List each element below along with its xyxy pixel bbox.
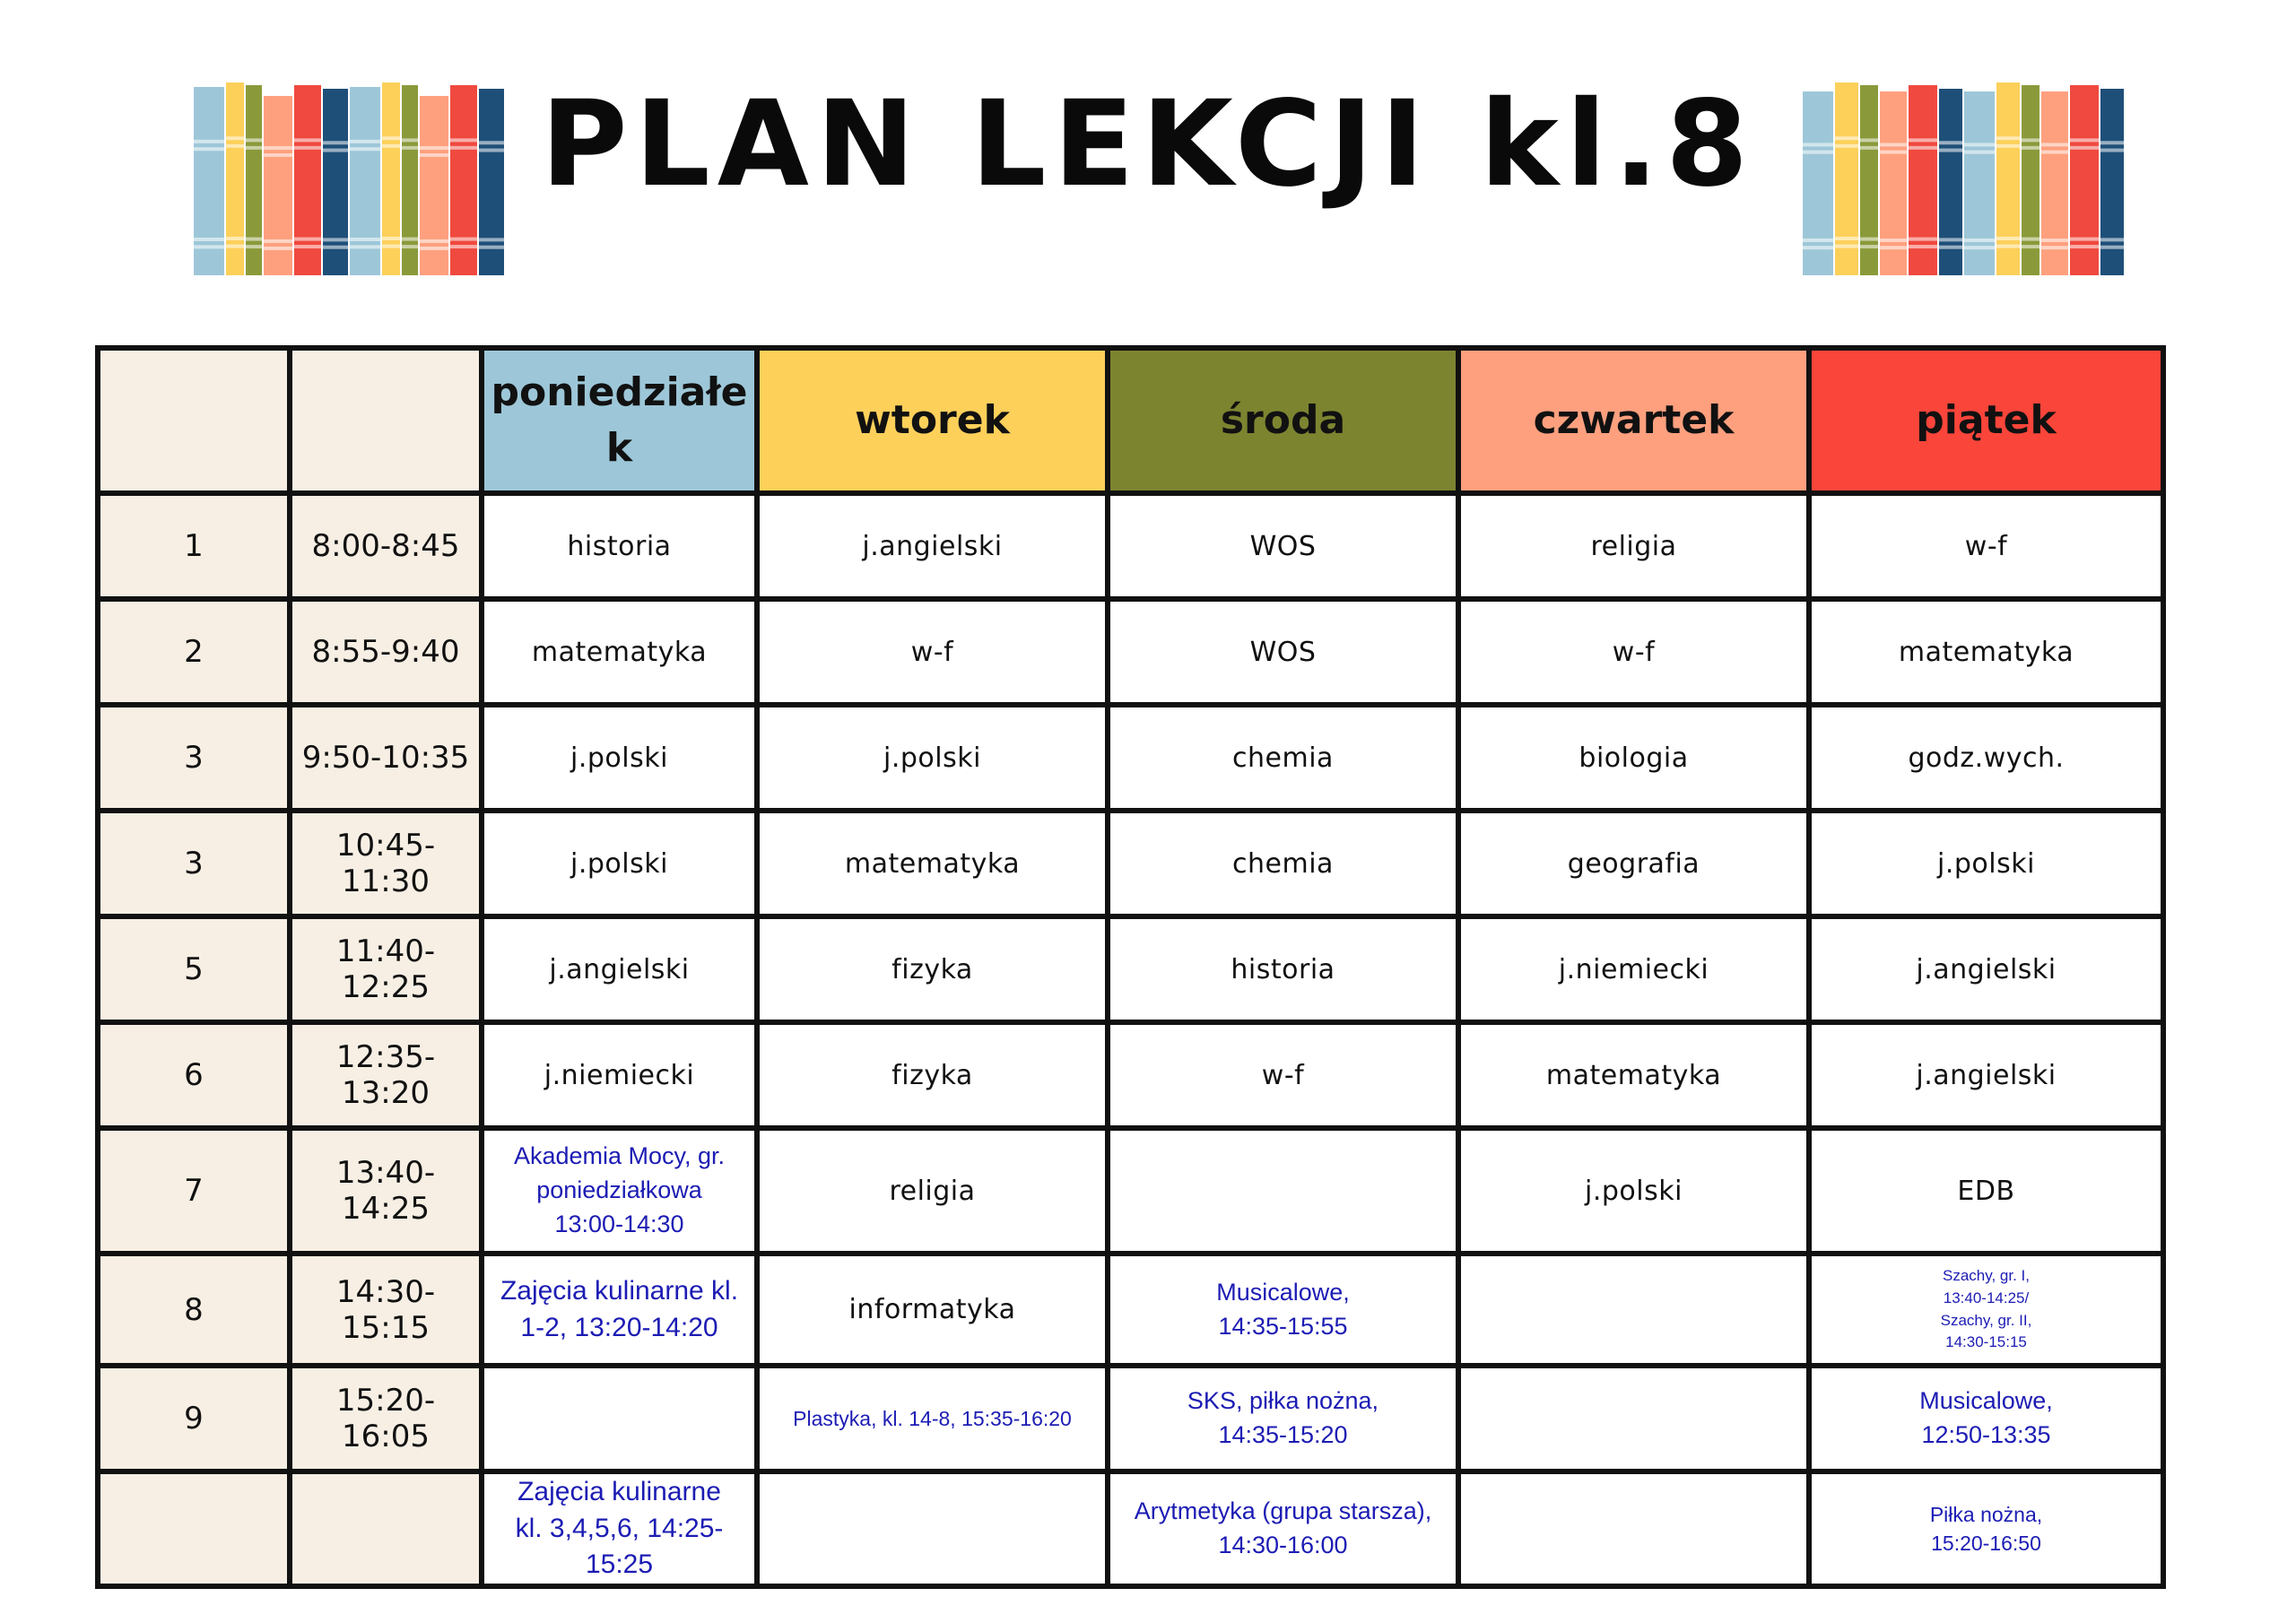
activity-cell-piatek: [1809, 1254, 2163, 1366]
book-stripe: [323, 246, 348, 249]
lesson-number: [98, 1471, 290, 1586]
subject-cell-czwartek: j.niemiecki: [1458, 916, 1809, 1022]
page-title: PLAN LEKCJI kl.8: [540, 75, 1756, 213]
subject-cell-sroda: chemia: [1108, 811, 1458, 916]
activity-line: Zajęcia kulinarne: [517, 1477, 721, 1506]
book-stripe: [382, 245, 400, 248]
activity-cell-piatek: [1809, 1366, 2163, 1471]
book-stripe: [1964, 239, 1995, 242]
lesson-number: 5: [98, 916, 290, 1022]
subject-cell-wtorek: w-f: [757, 599, 1108, 705]
lesson-number: 6: [98, 1022, 290, 1128]
book-stripe: [2022, 138, 2039, 142]
subject-cell-piatek: godz.wych.: [1809, 705, 2163, 811]
lesson-time: 11:40-12:25: [290, 916, 482, 1022]
book-stripe: [450, 146, 477, 150]
book-stripe: [1909, 146, 1937, 150]
book-stripe: [294, 245, 321, 248]
lesson-number: 7: [98, 1128, 290, 1254]
book-stripe: [264, 146, 292, 150]
books-right-icon: [1801, 74, 2133, 280]
book-stripe: [2070, 138, 2099, 142]
book-stripe: [323, 141, 348, 144]
activity-line: 15:20-16:50: [1931, 1531, 2041, 1555]
activity-line: Szachy, gr. I,: [1942, 1267, 2030, 1285]
activity-cell-piatek: [1809, 1471, 2163, 1586]
book-stripe: [1860, 138, 1878, 142]
book-stripe: [194, 147, 224, 151]
book-stripe: [1803, 143, 1833, 146]
lesson-time: 14:30-15:15: [290, 1254, 482, 1366]
subject-cell-piatek: j.polski: [1809, 811, 2163, 916]
activity-line: 14:35-15:20: [1218, 1421, 1348, 1448]
activity-cell-poniedzialek: [482, 1128, 757, 1254]
book-stripe: [1803, 246, 1833, 249]
book-stripe: [2022, 238, 2039, 241]
book-stripe: [264, 247, 292, 250]
book-stripe: [1880, 246, 1907, 249]
book-stripe: [323, 149, 348, 152]
book-stripe: [2022, 146, 2039, 150]
subject-cell-piatek: EDB: [1809, 1128, 2163, 1254]
book-stripe: [1939, 149, 1962, 152]
activity-line: 14:35-15:55: [1218, 1312, 1348, 1340]
book-stripe: [246, 138, 262, 142]
book-stripe: [1996, 237, 2020, 240]
subject-cell-sroda: [1108, 1128, 1458, 1254]
book-stripe: [226, 245, 244, 248]
subject-cell-czwartek: matematyka: [1458, 1022, 1809, 1128]
book-stripe: [350, 245, 380, 248]
book-stripe: [264, 239, 292, 243]
book-stripe: [1880, 151, 1907, 154]
book-stripe: [420, 153, 448, 157]
book-stripe: [1996, 136, 2020, 140]
activity-cell-sroda: [1108, 1471, 1458, 1586]
activity-line: Zajęcia kulinarne kl.: [500, 1276, 739, 1306]
book-stripe: [226, 136, 244, 140]
book-stripe: [2041, 246, 2068, 249]
book-stripe: [402, 138, 418, 142]
book-stripe: [382, 237, 400, 240]
header-blank-cell: [290, 348, 482, 493]
book-stripe: [420, 247, 448, 250]
book-stripe: [450, 138, 477, 142]
subject-cell-poniedzialek: j.niemiecki: [482, 1022, 757, 1128]
subject-cell-wtorek: [757, 1471, 1108, 1586]
schedule-table: [95, 345, 2166, 1589]
book-stripe: [479, 149, 504, 152]
book-stripe: [2100, 149, 2124, 152]
activity-cell-sroda: [1108, 1366, 1458, 1471]
book-stripe: [450, 238, 477, 241]
activity-cell-sroda: [1108, 1254, 1458, 1366]
lesson-time: 9:50-10:35: [290, 705, 482, 811]
book-stripe: [1835, 237, 1858, 240]
book-stripe: [1880, 239, 1907, 242]
book-stripe: [1860, 146, 1878, 150]
book-stripe: [2070, 245, 2099, 248]
table-row: [98, 1366, 2163, 1471]
book-stripe: [1835, 136, 1858, 140]
activity-line: SKS, piłka nożna,: [1187, 1387, 1379, 1415]
day-header-sroda: środa: [1108, 348, 1458, 493]
book-stripe: [420, 239, 448, 243]
activity-line: Arytmetyka (grupa starsza),: [1134, 1497, 1432, 1524]
book-stripe: [1996, 144, 2020, 148]
subject-cell-piatek: j.angielski: [1809, 916, 2163, 1022]
book-stripe: [1964, 151, 1995, 154]
activity-line: Musicalowe,: [1216, 1278, 1350, 1306]
book-stripe: [2100, 141, 2124, 144]
book-stripe: [294, 146, 321, 150]
book-stripe: [1939, 238, 1962, 241]
activity-line: Akademia Mocy, gr.: [513, 1142, 726, 1170]
lesson-time: 10:45-11:30: [290, 811, 482, 916]
lesson-number: 2: [98, 599, 290, 705]
header-blank-cell: [98, 348, 290, 493]
table-row: [98, 705, 2163, 811]
subject-cell-poniedzialek: [482, 1366, 757, 1471]
book-stripe: [2022, 245, 2039, 248]
subject-cell-sroda: w-f: [1108, 1022, 1458, 1128]
table-row: [98, 1254, 2163, 1366]
books-left-icon: [192, 74, 524, 280]
book-stripe: [350, 147, 380, 151]
book-stripe: [350, 140, 380, 143]
book-stripe: [350, 238, 380, 241]
book-stripe: [1996, 245, 2020, 248]
book-stripe: [382, 136, 400, 140]
lesson-time: 15:20-16:05: [290, 1366, 482, 1471]
activity-line: poniedziałkowa: [536, 1176, 702, 1204]
activity-line: 12:50-13:35: [1921, 1421, 2051, 1448]
book-stripe: [1860, 238, 1878, 241]
day-header-wtorek: wtorek: [757, 348, 1108, 493]
book-stripe: [1939, 141, 1962, 144]
book-stripe: [479, 141, 504, 144]
book-stripe: [2041, 143, 2068, 146]
header-row: [98, 348, 2163, 493]
activity-line: Piłka nożna,: [1929, 1502, 2043, 1526]
book-stripe: [1964, 143, 1995, 146]
table-row: [98, 599, 2163, 705]
subject-cell-czwartek: religia: [1458, 493, 1809, 599]
subject-cell-czwartek: biologia: [1458, 705, 1809, 811]
book-stripe: [1909, 245, 1937, 248]
activity-line: 14:30-16:00: [1218, 1531, 1348, 1558]
book-stripe: [1835, 144, 1858, 148]
activity-line: Szachy, gr. II,: [1940, 1311, 2032, 1329]
subject-cell-wtorek: j.polski: [757, 705, 1108, 811]
lesson-time: 12:35-13:20: [290, 1022, 482, 1128]
subject-cell-poniedzialek: matematyka: [482, 599, 757, 705]
lesson-number: 1: [98, 493, 290, 599]
table-row: [98, 1471, 2163, 1586]
subject-cell-sroda: WOS: [1108, 493, 1458, 599]
subject-cell-wtorek: fizyka: [757, 1022, 1108, 1128]
book-stripe: [382, 144, 400, 148]
subject-cell-czwartek: [1458, 1254, 1809, 1366]
book-stripe: [294, 238, 321, 241]
book-stripe: [246, 245, 262, 248]
book-stripe: [2041, 239, 2068, 242]
book-stripe: [1964, 246, 1995, 249]
lesson-number: 9: [98, 1366, 290, 1471]
subject-cell-poniedzialek: j.polski: [482, 705, 757, 811]
subject-cell-piatek: j.angielski: [1809, 1022, 2163, 1128]
subject-cell-poniedzialek: j.polski: [482, 811, 757, 916]
lesson-number: 8: [98, 1254, 290, 1366]
activity-line: Musicalowe,: [1919, 1387, 2053, 1415]
book-stripe: [1880, 143, 1907, 146]
book-stripe: [1835, 245, 1858, 248]
activity-line: 13:40-14:25/: [1943, 1289, 2030, 1306]
book-stripe: [1909, 138, 1937, 142]
subject-cell-czwartek: j.polski: [1458, 1128, 1809, 1254]
table-row: [98, 1128, 2163, 1254]
lesson-time: 8:00-8:45: [290, 493, 482, 599]
subject-cell-czwartek: w-f: [1458, 599, 1809, 705]
subject-cell-czwartek: geografia: [1458, 811, 1809, 916]
subject-cell-sroda: historia: [1108, 916, 1458, 1022]
activity-cell-poniedzialek: [482, 1471, 757, 1586]
book-stripe: [1803, 239, 1833, 242]
book-stripe: [2100, 238, 2124, 241]
subject-cell-wtorek: religia: [757, 1128, 1108, 1254]
book-stripe: [194, 245, 224, 248]
table-row: [98, 811, 2163, 916]
book-stripe: [402, 238, 418, 241]
lesson-time: [290, 1471, 482, 1586]
book-stripe: [226, 144, 244, 148]
book-stripe: [420, 146, 448, 150]
activity-line: Plastyka, kl. 14-8, 15:35-16:20: [793, 1406, 1072, 1430]
book-stripe: [194, 238, 224, 241]
book-stripe: [402, 146, 418, 150]
activity-cell-poniedzialek: [482, 1254, 757, 1366]
subject-cell-poniedzialek: historia: [482, 493, 757, 599]
table-row: [98, 493, 2163, 599]
activity-line: 13:00-14:30: [554, 1210, 684, 1237]
activity-line: 14:30-15:15: [1945, 1333, 2027, 1351]
book-stripe: [226, 237, 244, 240]
activity-cell-wtorek: [757, 1366, 1108, 1471]
book-stripe: [479, 246, 504, 249]
lesson-number: 3: [98, 705, 290, 811]
book-stripe: [1803, 151, 1833, 154]
book-stripe: [2100, 246, 2124, 249]
subject-cell-wtorek: informatyka: [757, 1254, 1108, 1366]
lesson-number: 3: [98, 811, 290, 916]
subject-cell-piatek: matematyka: [1809, 599, 2163, 705]
subject-cell-czwartek: [1458, 1366, 1809, 1471]
book-stripe: [1860, 245, 1878, 248]
book-stripe: [294, 138, 321, 142]
lesson-time: 8:55-9:40: [290, 599, 482, 705]
subject-cell-sroda: chemia: [1108, 705, 1458, 811]
activity-line: 1-2, 13:20-14:20: [520, 1312, 718, 1342]
day-header-czwartek: czwartek: [1458, 348, 1809, 493]
book-stripe: [246, 238, 262, 241]
activity-line: kl. 3,4,5,6, 14:25-15:25: [515, 1513, 724, 1579]
table-row: [98, 1022, 2163, 1128]
book-stripe: [264, 153, 292, 157]
day-header-poniedzialek: poniedziałek: [482, 348, 757, 493]
book-stripe: [402, 245, 418, 248]
subject-cell-poniedzialek: j.angielski: [482, 916, 757, 1022]
subject-cell-wtorek: matematyka: [757, 811, 1108, 916]
book-stripe: [450, 245, 477, 248]
book-stripe: [194, 140, 224, 143]
subject-cell-czwartek: [1458, 1471, 1809, 1586]
subject-cell-piatek: w-f: [1809, 493, 2163, 599]
subject-cell-wtorek: j.angielski: [757, 493, 1108, 599]
book-stripe: [323, 238, 348, 241]
book-stripe: [2070, 238, 2099, 241]
book-stripe: [1939, 246, 1962, 249]
lesson-time: 13:40-14:25: [290, 1128, 482, 1254]
table-row: [98, 916, 2163, 1022]
subject-cell-wtorek: fizyka: [757, 916, 1108, 1022]
day-header-piatek: piątek: [1809, 348, 2163, 493]
subject-cell-sroda: WOS: [1108, 599, 1458, 705]
book-stripe: [1909, 238, 1937, 241]
book-stripe: [2070, 146, 2099, 150]
book-stripe: [246, 146, 262, 150]
book-stripe: [2041, 151, 2068, 154]
book-stripe: [479, 238, 504, 241]
